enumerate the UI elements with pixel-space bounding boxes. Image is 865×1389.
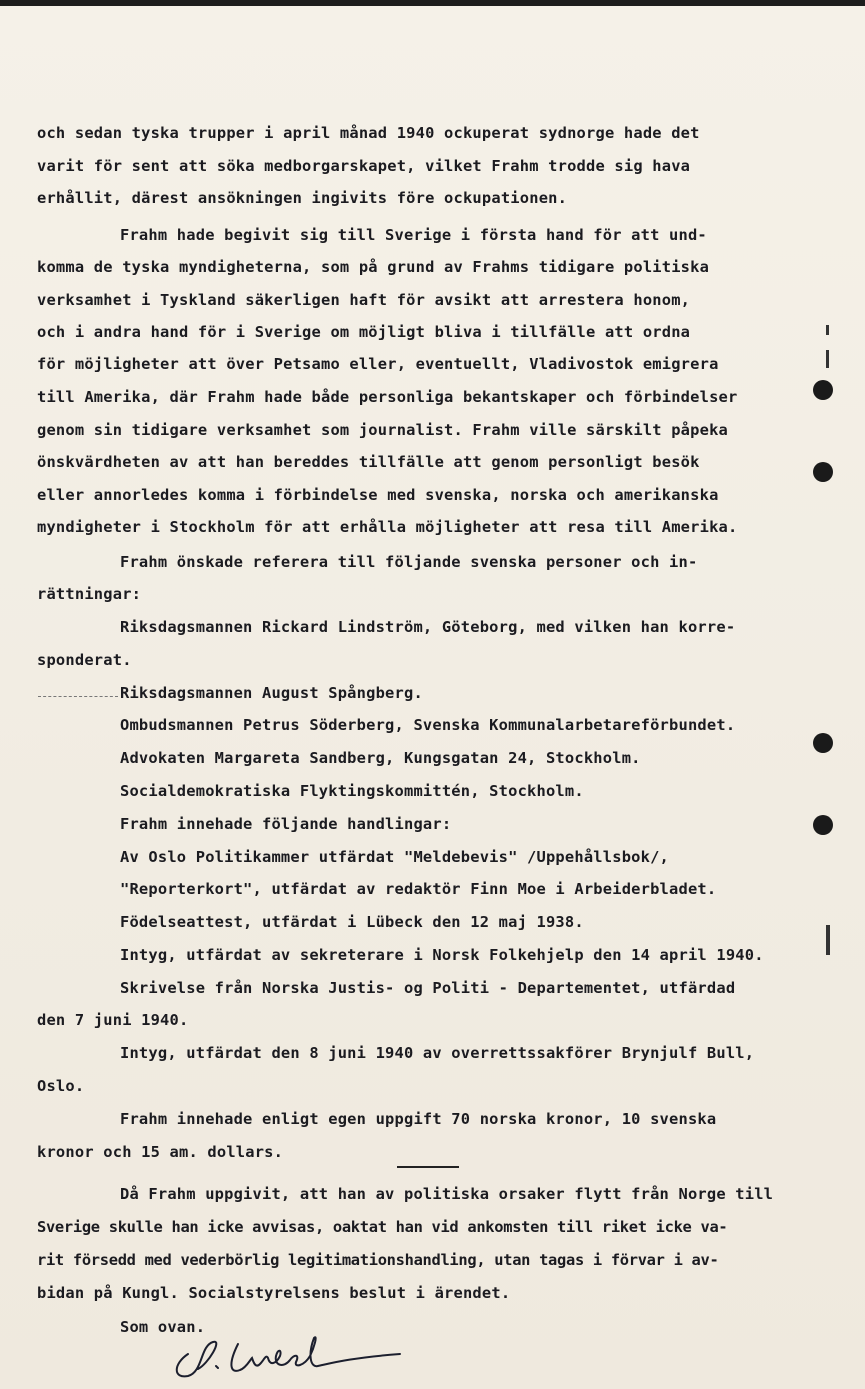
text-line-34: Sverige skulle han icke avvisas, oaktat han vid ankomsten till riket icke va- [37, 1218, 728, 1236]
text-line-6: verksamhet i Tyskland säkerligen haft för avsikt att arrestera honom, [37, 291, 691, 309]
text-line-5: komma de tyska myndigheterna, som på grund av Frahms tidigare politiska [37, 258, 710, 276]
margin-mark [826, 325, 829, 335]
text-line-36: bidan på Kungl. Socialstyrelsens beslut i ärendet. [37, 1284, 511, 1302]
text-line-25: Födelseattest, utfärdat i Lübeck den 12 maj 1938. [120, 913, 584, 931]
text-line-2: varit för sent att söka medborgarskapet, vilket Frahm trodde sig hava [37, 157, 691, 175]
text-line-12: eller annorledes komma i förbindelse med svenska, norska och amerikanska [37, 486, 719, 504]
text-line-10: genom sin tidigare verksamhet som journalist. Frahm ville särskilt påpeka [37, 421, 729, 439]
text-line-17: sponderat. [37, 651, 132, 669]
dashed-mark [38, 696, 118, 698]
text-line-8: för möjligheter att över Petsamo eller, eventuellt, Vladivostok emigrera [37, 355, 719, 373]
text-line-31: Frahm innehade enligt egen uppgift 70 norska kronor, 10 svenska [120, 1110, 717, 1128]
scan-edge [0, 0, 865, 6]
handwritten-signature [168, 1324, 408, 1384]
text-line-11: önskvärdheten av att han bereddes tillfälle att genom personligt besök [37, 453, 700, 471]
punch-hole [813, 462, 833, 482]
text-line-24: "Reporterkort", utfärdat av redaktör Finn Moe i Arbeiderbladet. [120, 880, 717, 898]
margin-mark [826, 350, 829, 368]
margin-mark [826, 925, 830, 955]
text-line-14: Frahm önskade referera till följande svenska personer och in- [120, 553, 698, 571]
text-line-18: Riksdagsmannen August Spångberg. [120, 684, 423, 702]
text-line-32: kronor och 15 am. dollars. [37, 1143, 284, 1161]
text-line-28: den 7 juni 1940. [37, 1011, 189, 1029]
text-line-22: Frahm innehade följande handlingar: [120, 815, 452, 833]
text-line-20: Advokaten Margareta Sandberg, Kungsgatan 24, Stockholm. [120, 749, 641, 767]
text-line-13: myndigheter i Stockholm för att erhålla möjligheter att resa till Amerika. [37, 518, 738, 536]
punch-hole [813, 815, 833, 835]
text-line-4: Frahm hade begivit sig till Sverige i första hand för att und- [120, 226, 707, 244]
text-line-33: Då Frahm uppgivit, att han av politiska orsaker flytt från Norge till [120, 1185, 774, 1203]
text-line-30: Oslo. [37, 1077, 85, 1095]
text-line-23: Av Oslo Politikammer utfärdat "Meldebevis" /Uppehållsbok/, [120, 848, 670, 866]
text-line-27: Skrivelse från Norska Justis- og Politi - Departementet, utfärdad [120, 979, 736, 997]
text-line-15: rättningar: [37, 585, 142, 603]
text-line-7: och i andra hand för i Sverige om möjligt bliva i tillfälle att ordna [37, 323, 691, 341]
text-line-35: rit försedd med vederbörlig legitimationshandling, utan tagas i förvar i av- [37, 1251, 719, 1269]
punch-hole [813, 733, 833, 753]
text-line-3: erhållit, därest ansökningen ingivits före ockupationen. [37, 189, 568, 207]
text-line-1: och sedan tyska trupper i april månad 1940 ockuperat sydnorge hade det [37, 124, 700, 142]
text-line-16: Riksdagsmannen Rickard Lindström, Göteborg, med vilken han korre- [120, 618, 736, 636]
text-line-9: till Amerika, där Frahm hade både personliga bekantskaper och förbindelser [37, 388, 738, 406]
text-line-26: Intyg, utfärdat av sekreterare i Norsk Folkehjelp den 14 april 1940. [120, 946, 764, 964]
section-divider [397, 1166, 459, 1168]
text-line-19: Ombudsmannen Petrus Söderberg, Svenska Kommunalarbetareförbundet. [120, 716, 736, 734]
text-line-21: Socialdemokratiska Flyktingskommittén, Stockholm. [120, 782, 584, 800]
punch-hole [813, 380, 833, 400]
text-line-29: Intyg, utfärdat den 8 juni 1940 av overrettssakförer Brynjulf Bull, [120, 1044, 755, 1062]
text-line-37: Som ovan. [120, 1318, 206, 1336]
